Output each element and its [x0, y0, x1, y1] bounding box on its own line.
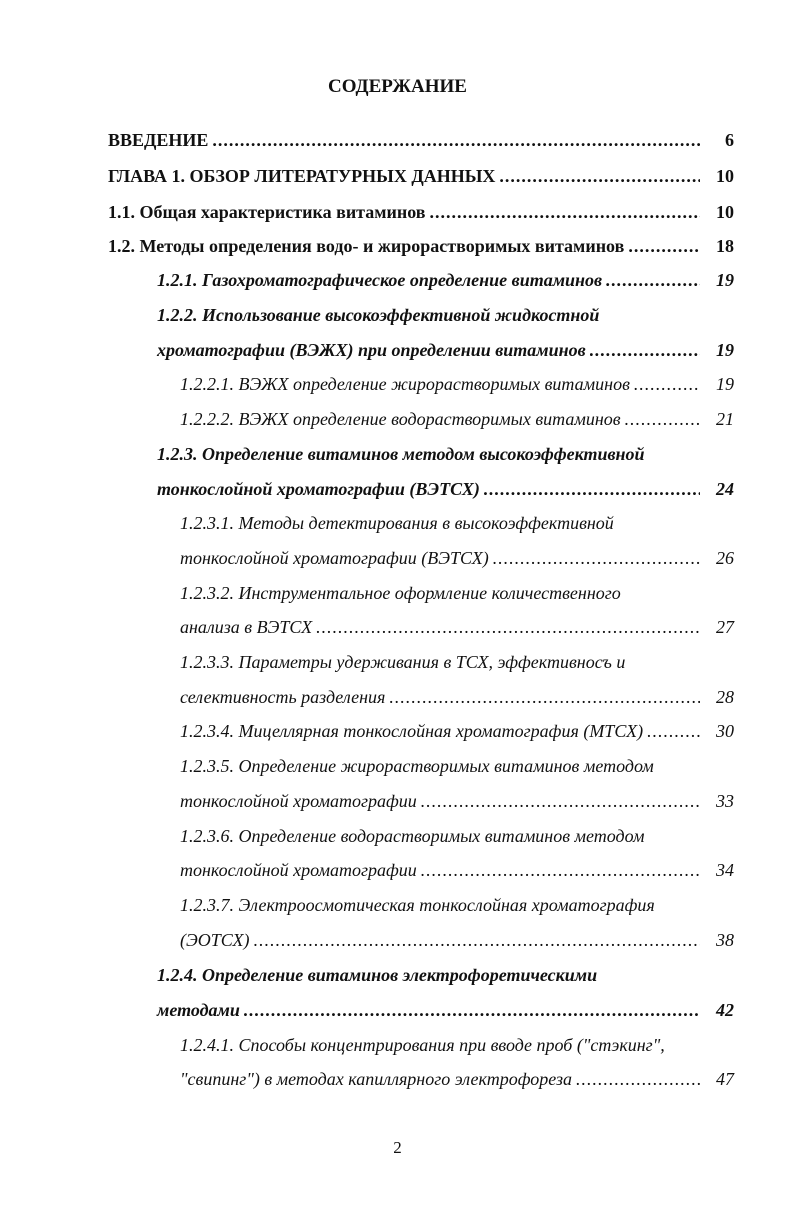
- toc-entry-1-2-3-5-line1[interactable]: 1.2.3.5. Определение жирорастворимых витаминов методом: [180, 756, 654, 776]
- toc-entry-1-2-3-1-line1[interactable]: 1.2.3.1. Методы детектирования в высокоэффективной: [180, 513, 614, 533]
- toc-leader-dots: [484, 479, 700, 500]
- toc-page-number: 28: [716, 687, 734, 707]
- toc-entry-1-2-3-5[interactable]: [180, 791, 734, 819]
- toc-label: 1.2.1. Газохроматографическое определение витаминов: [157, 270, 603, 290]
- toc-label: ВВЕДЕНИЕ: [108, 130, 209, 150]
- toc-leader-dots: [244, 1000, 700, 1021]
- toc-entry-1-2-3-3[interactable]: [180, 687, 734, 715]
- toc-page-number: 27: [716, 617, 734, 637]
- toc-label: селективность разделения: [180, 687, 386, 707]
- toc-page-number: 21: [716, 409, 734, 429]
- toc-leader-dots: [316, 617, 700, 638]
- toc-page-number: 19: [716, 374, 734, 394]
- toc-label: 1.1. Общая характеристика витаминов: [108, 202, 426, 222]
- toc-label: ГЛАВА 1. ОБЗОР ЛИТЕРАТУРНЫХ ДАННЫХ: [108, 166, 496, 186]
- toc-leader-dots: [212, 130, 700, 151]
- toc-page-number: 38: [716, 930, 734, 950]
- toc-page-number: 6: [725, 130, 734, 150]
- toc-entry-1-2-2-2[interactable]: [180, 409, 734, 437]
- toc-page-number: 10: [716, 202, 734, 222]
- toc-page-number: 10: [716, 166, 734, 186]
- toc-entry-1-2-2-line1[interactable]: 1.2.2. Использование высокоэффективной жидкостной: [157, 305, 600, 325]
- toc-label: анализа в ВЭТСХ: [180, 617, 313, 637]
- toc-label: 1.2.2.1. ВЭЖХ определение жирорастворимых витаминов: [180, 374, 630, 394]
- toc-label: хроматографии (ВЭЖХ) при определении витаминов: [157, 340, 586, 360]
- toc-leader-dots: [628, 236, 700, 257]
- toc-leader-dots: [389, 687, 700, 708]
- toc-page-number: 18: [716, 236, 734, 256]
- page-title: СОДЕРЖАНИЕ: [328, 76, 467, 97]
- toc-entry-1-2-3-7[interactable]: [180, 930, 734, 958]
- toc-label: 1.2.3.4. Мицеллярная тонкослойная хроматография (МТСХ): [180, 721, 644, 741]
- toc-label: (ЭОТСХ): [180, 930, 250, 950]
- toc-label: тонкослойной хроматографии (ВЭТСХ): [157, 479, 480, 499]
- toc-entry-1-2-4[interactable]: [157, 1000, 734, 1028]
- toc-entry-1-2-3-2[interactable]: [180, 617, 734, 645]
- toc-leader-dots: [590, 340, 700, 361]
- toc-entry-1-2-1[interactable]: [157, 270, 734, 298]
- toc-entry-1-2-3-1[interactable]: [180, 548, 734, 576]
- toc-entry-1-2-3-6[interactable]: [180, 860, 734, 888]
- toc-label: 1.2.2.2. ВЭЖХ определение водорастворимых витаминов: [180, 409, 621, 429]
- toc-label: 1.2. Методы определения водо- и жирорастворимых витаминов: [108, 236, 625, 256]
- toc-entry-1-2-2[interactable]: [157, 340, 734, 368]
- toc-label: "свипинг") в методах капиллярного электрофореза: [180, 1069, 573, 1089]
- toc-leader-dots: [493, 548, 700, 569]
- toc-label: тонкослойной хроматографии: [180, 791, 417, 811]
- toc-page-number: 47: [716, 1069, 734, 1089]
- toc-entry-introduction[interactable]: [108, 130, 734, 158]
- toc-page-number: 30: [716, 721, 734, 741]
- toc-page-number: 19: [716, 340, 734, 360]
- toc-entry-1-2-3-2-line1[interactable]: 1.2.3.2. Инструментальное оформление количественного: [180, 583, 621, 603]
- toc-leader-dots: [634, 374, 700, 395]
- toc-entry-1-1[interactable]: [108, 202, 734, 230]
- toc-entry-1-2-3-3-line1[interactable]: 1.2.3.3. Параметры удерживания в ТСХ, эффективносъ и: [180, 652, 626, 672]
- toc-page-number: 26: [716, 548, 734, 568]
- page-number: 2: [393, 1138, 402, 1157]
- toc-page-number: 33: [716, 791, 734, 811]
- toc-leader-dots: [606, 270, 700, 291]
- toc-leader-dots: [421, 791, 700, 812]
- toc-leader-dots: [430, 202, 700, 223]
- toc-entry-1-2-3[interactable]: [157, 479, 734, 507]
- toc-entry-1-2[interactable]: [108, 236, 734, 264]
- toc-leader-dots: [576, 1069, 700, 1090]
- toc-page-number: 42: [716, 1000, 734, 1020]
- toc-leader-dots: [254, 930, 700, 951]
- toc-entry-1-2-3-7-line1[interactable]: 1.2.3.7. Электроосмотическая тонкослойная хроматография: [180, 895, 655, 915]
- toc-label: методами: [157, 1000, 240, 1020]
- toc-page-number: 19: [716, 270, 734, 290]
- toc-entry-1-2-4-1-line1[interactable]: 1.2.4.1. Способы концентрирования при вводе проб ("стэкинг",: [180, 1035, 665, 1055]
- toc-leader-dots: [421, 860, 700, 881]
- toc-entry-1-2-3-6-line1[interactable]: 1.2.3.6. Определение водорастворимых витаминов методом: [180, 826, 645, 846]
- toc-entry-1-2-2-1[interactable]: [180, 374, 734, 402]
- toc-leader-dots: [625, 409, 700, 430]
- toc-label: тонкослойной хроматографии: [180, 860, 417, 880]
- toc-leader-dots: [499, 166, 700, 187]
- toc-entry-chapter-1[interactable]: [108, 166, 734, 194]
- toc-page-number: 24: [716, 479, 734, 499]
- toc-page-number: 34: [716, 860, 734, 880]
- toc-entry-1-2-3-line1[interactable]: 1.2.3. Определение витаминов методом высокоэффективной: [157, 444, 645, 464]
- toc-label: тонкослойной хроматографии (ВЭТСХ): [180, 548, 489, 568]
- toc-entry-1-2-3-4[interactable]: [180, 721, 734, 749]
- toc-entry-1-2-4-1[interactable]: [180, 1069, 734, 1097]
- toc-leader-dots: [647, 721, 700, 742]
- toc-entry-1-2-4-line1[interactable]: 1.2.4. Определение витаминов электрофоретическими: [157, 965, 598, 985]
